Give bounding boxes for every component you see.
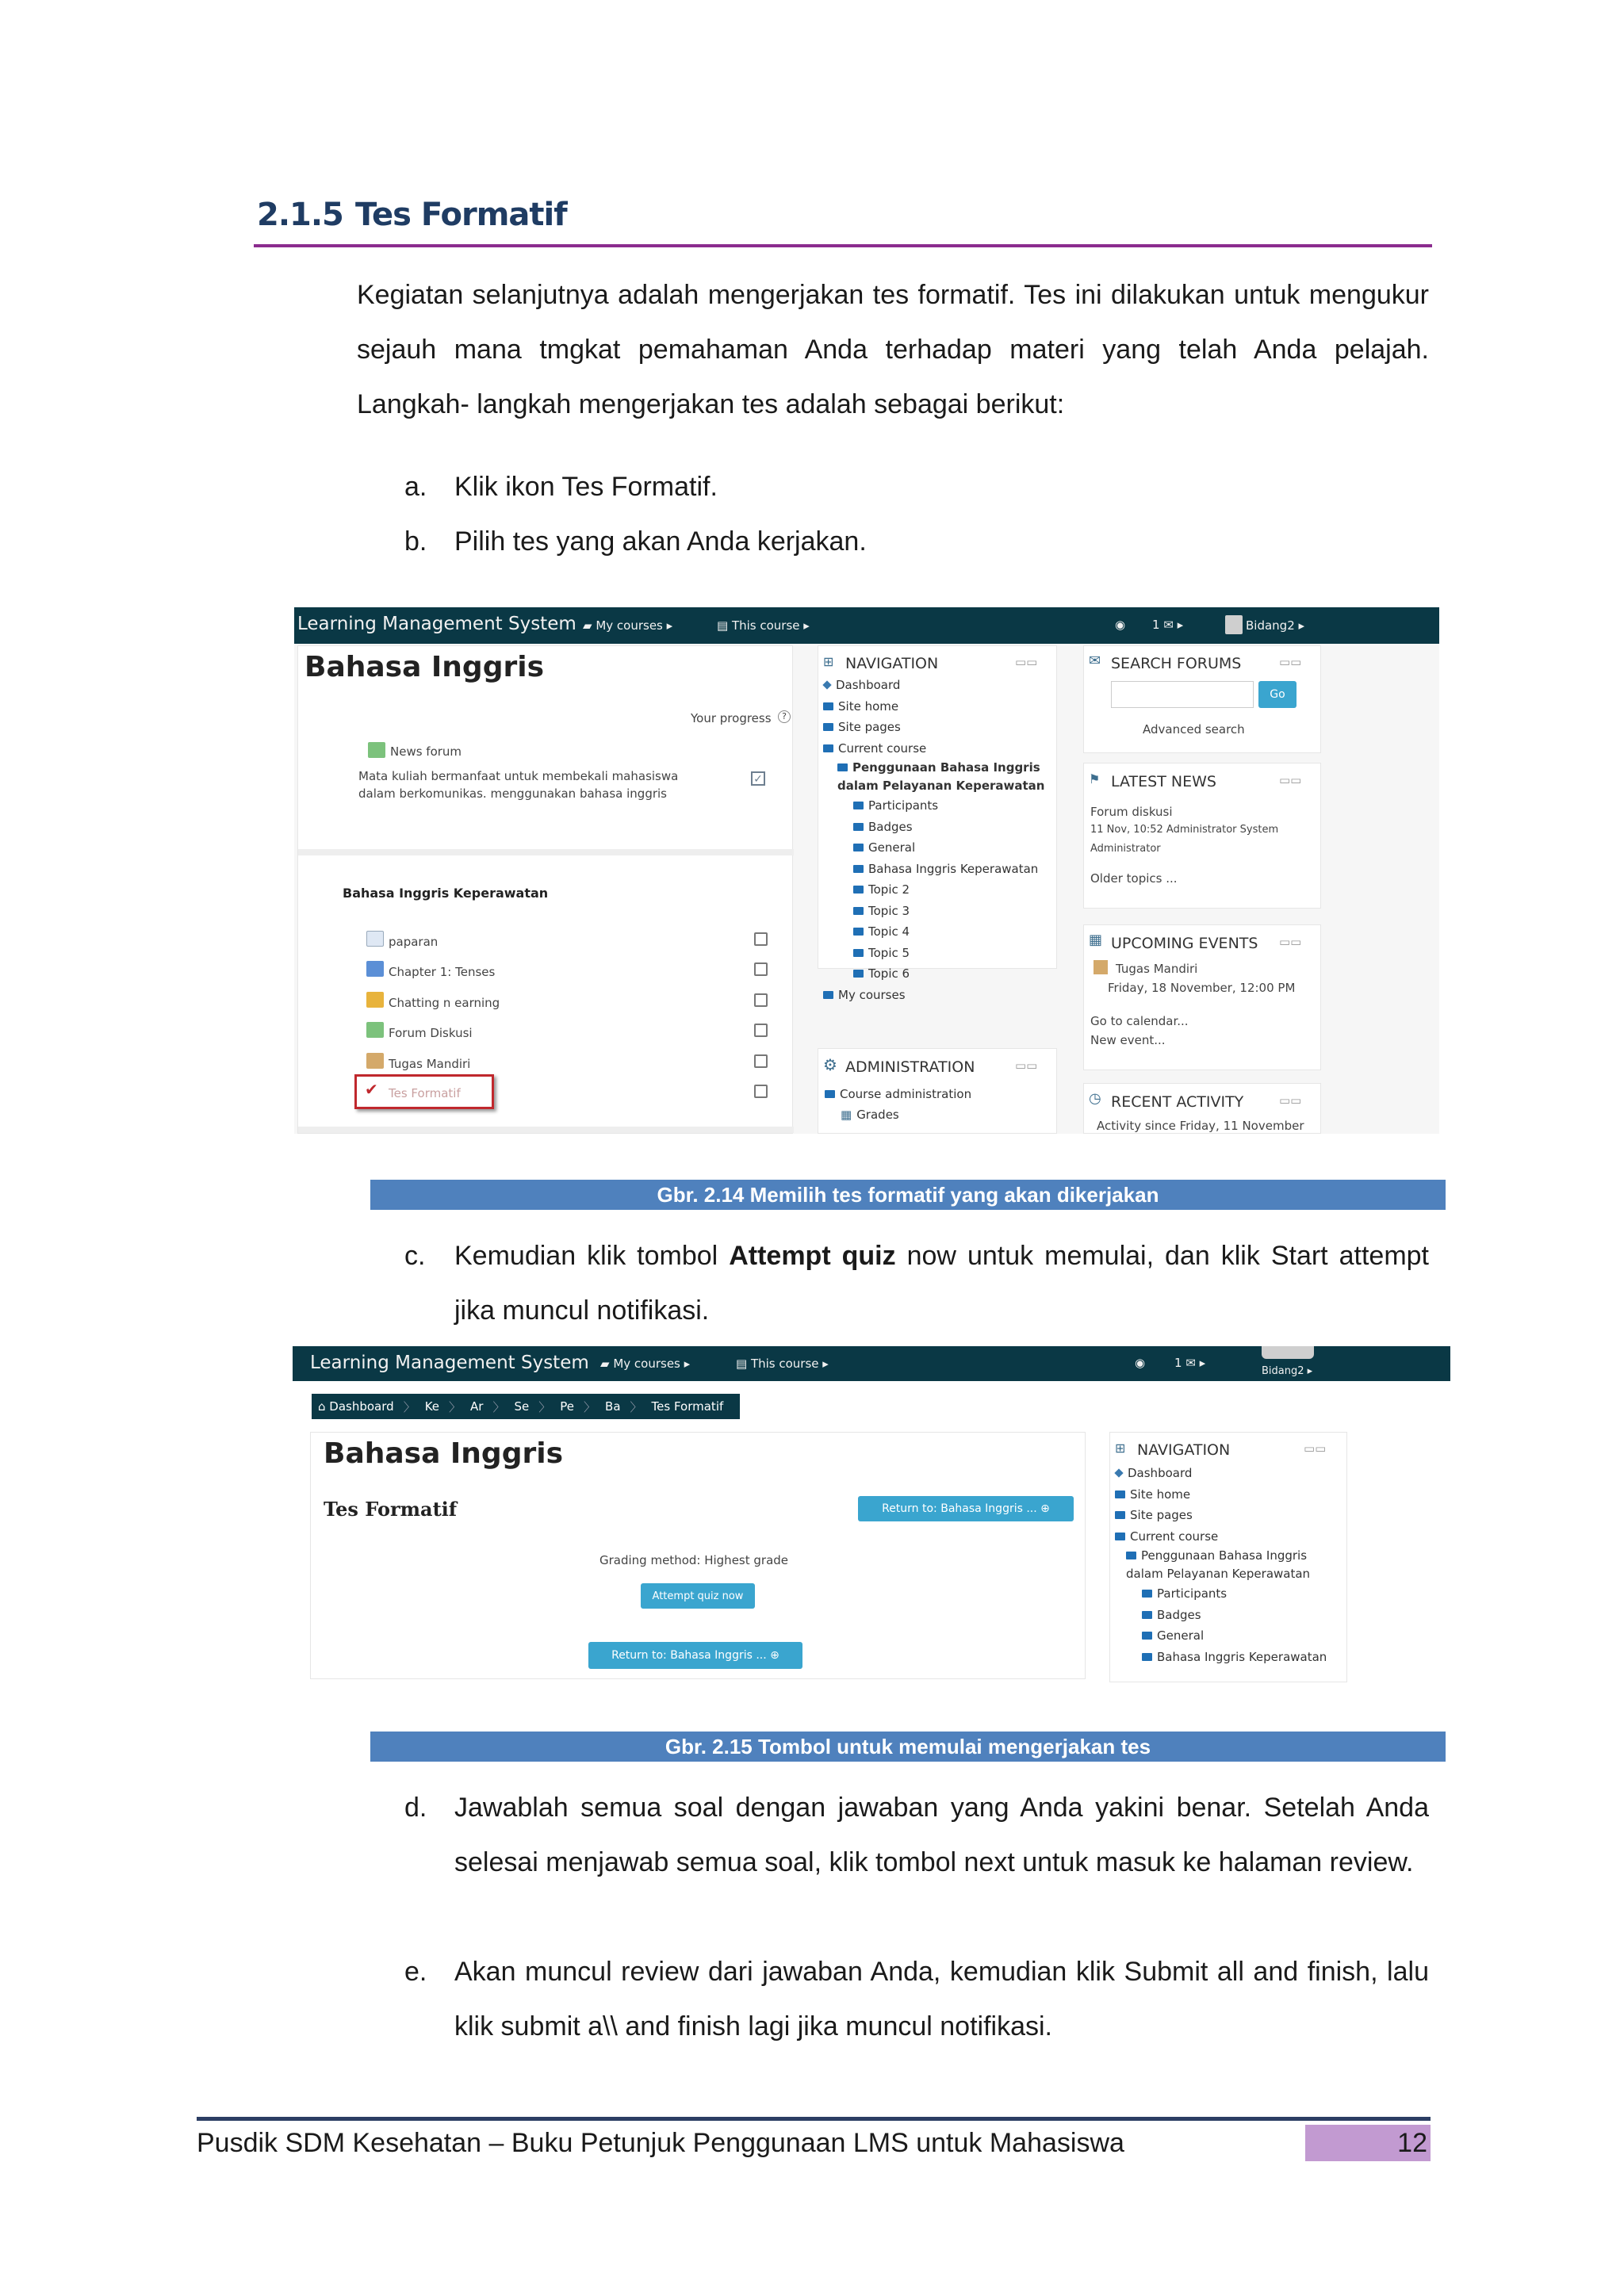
block-controls-icon[interactable]: ▭▭: [1015, 655, 1038, 669]
completion-checkbox[interactable]: [754, 993, 768, 1007]
breadcrumb-separator-icon: 〉: [630, 1399, 642, 1414]
nav-item-course-name-2[interactable]: dalam Pelayanan Keperawatan: [1126, 1567, 1311, 1581]
administration-title: ADMINISTRATION: [845, 1058, 975, 1076]
nav-label: Badges: [868, 819, 913, 834]
completion-checkbox[interactable]: [754, 1054, 768, 1068]
this-course-label: This course ▸: [750, 1357, 829, 1371]
nav-label: Bahasa Inggris Keperawatan: [868, 861, 1039, 876]
completion-checkbox[interactable]: [754, 1024, 768, 1037]
step-e-marker: e.: [404, 1957, 427, 1987]
news-item-author: Administrator: [1090, 843, 1161, 855]
breadcrumb-separator-icon: 〉: [403, 1399, 416, 1414]
step-e-text: Akan muncul review dari jawaban Anda, kemudian klik Submit all and finish, lalu klik submit a\\ and finish lagi jika muncul notifikasi.: [454, 1957, 1429, 2042]
folder-icon: [853, 970, 864, 978]
folder-icon: [823, 744, 833, 752]
step-a-marker: a.: [404, 472, 427, 502]
forum-icon: [366, 1022, 384, 1038]
folder-icon: [853, 907, 864, 915]
block-controls-icon[interactable]: ▭▭: [1279, 773, 1302, 787]
activity-tes-formatif[interactable]: Tes Formatif: [389, 1086, 461, 1100]
go-to-calendar-link[interactable]: Go to calendar...: [1090, 1014, 1189, 1028]
folder-icon: [853, 865, 864, 873]
chat-bubbles-icon: ✉: [1089, 652, 1101, 668]
block-controls-icon[interactable]: ▭▭: [1279, 655, 1302, 669]
search-forums-input[interactable]: [1111, 681, 1254, 708]
nav-label: Topic 5: [868, 945, 910, 960]
breadcrumb-item[interactable]: Ar: [470, 1399, 484, 1414]
breadcrumb-item[interactable]: Pe: [560, 1399, 575, 1414]
step-c-marker: c.: [404, 1241, 426, 1271]
activity-chapter-1[interactable]: Chapter 1: Tenses: [389, 965, 496, 979]
nav-item-keperawatan[interactable]: [1115, 1647, 1346, 1668]
sitemap-icon: ⊞: [823, 656, 834, 669]
quiz-main-panel: [310, 1432, 1086, 1679]
folder-icon: [1115, 1533, 1125, 1540]
nav-item-site-home[interactable]: [1115, 1484, 1346, 1506]
activity-chatting[interactable]: Chatting n earning: [389, 996, 500, 1010]
section-separator: [298, 1127, 794, 1133]
page-number: 12: [1397, 2128, 1427, 2158]
recent-activity-title: RECENT ACTIVITY: [1111, 1093, 1244, 1111]
grades-icon: ▦: [841, 1108, 852, 1122]
folder-icon: [825, 1090, 835, 1098]
recent-activity-since: Activity since Friday, 11 November: [1097, 1119, 1304, 1133]
course-main-panel: [297, 645, 793, 1134]
nav-label: Participants: [1157, 1586, 1228, 1601]
breadcrumb-item[interactable]: Se: [514, 1399, 530, 1414]
folder-icon: [837, 763, 848, 771]
nav-label: Current course: [1130, 1529, 1219, 1544]
grading-method: Grading method: Highest grade: [599, 1553, 789, 1567]
navigation-list: [823, 675, 1061, 1005]
avatar[interactable]: [1225, 615, 1243, 634]
nav-item-dashboard[interactable]: [1115, 1463, 1346, 1484]
nav-item-site-home[interactable]: [823, 696, 1061, 718]
breadcrumb-item[interactable]: Ke: [424, 1399, 440, 1414]
advanced-search-link[interactable]: Advanced search: [1143, 722, 1245, 737]
nav-item-my-courses[interactable]: [823, 985, 1061, 1006]
admin-item-course[interactable]: [825, 1084, 971, 1105]
breadcrumb-separator-icon: 〉: [584, 1399, 596, 1414]
nav-label: My courses: [838, 987, 906, 1002]
my-courses-label: My courses ▸: [613, 1357, 691, 1371]
step-a-text: Klik ikon Tes Formatif.: [454, 472, 718, 502]
news-item-meta: 11 Nov, 10:52 Administrator System: [1090, 824, 1279, 836]
course-summary-line-1: Mata kuliah bermanfaat untuk membekali mahasiswa: [358, 769, 679, 783]
my-courses-menu[interactable]: ▰ My courses ▸: [600, 1357, 691, 1371]
upcoming-events-block: [1083, 924, 1321, 1070]
event-date: Friday, 18 November, 12:00 PM: [1108, 981, 1296, 995]
navigation-block: [818, 645, 1057, 1002]
section-divider: [254, 244, 1432, 247]
nav-label: Topic 6: [868, 966, 910, 981]
folder-icon: [823, 991, 833, 999]
block-controls-icon[interactable]: ▭▭: [1279, 1093, 1302, 1108]
step-d-marker: d.: [404, 1793, 427, 1823]
my-courses-menu[interactable]: ▰ My courses ▸: [583, 618, 673, 633]
folder-icon: [823, 723, 833, 731]
message-count: 1: [1152, 618, 1160, 632]
assignment-icon: [1094, 960, 1108, 974]
step-b-marker: b.: [404, 526, 427, 557]
search-go-button[interactable]: Go: [1258, 681, 1297, 708]
this-course-menu[interactable]: ▤ This course ▸: [717, 618, 810, 633]
avatar[interactable]: [1262, 1346, 1314, 1359]
gear-icon: ⚙: [823, 1057, 837, 1074]
completion-checked-icon[interactable]: ✓: [751, 771, 765, 786]
nav-item-dashboard[interactable]: [823, 675, 1061, 696]
nav-label: Grades: [856, 1108, 899, 1122]
step-d-text: Jawablah semua soal dengan jawaban yang Anda yakini benar. Setelah Anda selesai menjawab semua soal, klik tombol next untuk masuk ke halaman review.: [454, 1793, 1429, 1877]
home-icon: [822, 680, 831, 689]
nav-label: Site home: [1130, 1487, 1191, 1502]
nav-item-participants[interactable]: [1115, 1583, 1346, 1605]
progress-label: Your progress: [691, 711, 772, 725]
nav-label: General: [868, 840, 916, 855]
nav-item-badges[interactable]: [823, 817, 1061, 838]
quiz-title: Tes Formatif: [324, 1498, 458, 1521]
navigation-block: [1109, 1432, 1347, 1682]
folder-icon: [853, 844, 864, 851]
activity-forum-diskusi[interactable]: Forum Diskusi: [389, 1026, 473, 1040]
block-controls-icon[interactable]: ▭▭: [1279, 935, 1302, 949]
course-title: Bahasa Inggris: [304, 651, 544, 683]
figure-1-caption: Gbr. 2.14 Memilih tes formatif yang akan dikerjakan: [370, 1180, 1446, 1210]
latest-news-title: LATEST NEWS: [1111, 773, 1216, 790]
user-menu[interactable]: Bidang2 ▸: [1262, 1365, 1313, 1377]
folder-icon: [1115, 1511, 1125, 1519]
admin-item-grades[interactable]: [841, 1104, 899, 1126]
nav-label: Participants: [868, 798, 939, 813]
messages-menu[interactable]: 1 ✉ ▸: [1174, 1356, 1206, 1370]
lms-topbar: [293, 1346, 1450, 1381]
user-menu[interactable]: Bidang2 ▸: [1246, 618, 1305, 633]
folder-icon: [1126, 1552, 1136, 1559]
nav-item-topic-6[interactable]: [823, 963, 1061, 985]
nav-label: Penggunaan Bahasa Inggris: [1141, 1548, 1308, 1563]
breadcrumb-item[interactable]: Dashboard: [329, 1399, 394, 1414]
assignment-icon: [366, 1053, 384, 1069]
nav-item-course-name-2[interactable]: dalam Pelayanan Keperawatan: [837, 779, 1045, 793]
upcoming-events-title: UPCOMING EVENTS: [1111, 935, 1258, 952]
folder-icon: [1142, 1632, 1152, 1640]
language-icon[interactable]: ◉: [1135, 1356, 1146, 1370]
nav-item-topic-2[interactable]: [823, 879, 1061, 901]
nav-item-general[interactable]: [1115, 1625, 1346, 1647]
nav-item-current-course[interactable]: [823, 738, 1061, 760]
attempt-quiz-button[interactable]: Attempt quiz now: [641, 1583, 755, 1609]
section-title: Tes Formatif: [355, 197, 567, 233]
nav-item-topic-5[interactable]: [823, 943, 1061, 964]
sitemap-icon: ⊞: [1115, 1442, 1126, 1456]
my-courses-label: My courses ▸: [596, 618, 673, 633]
nav-label: Site home: [838, 698, 899, 714]
news-item-title[interactable]: Forum diskusi: [1090, 805, 1173, 819]
return-to-course-button-bottom[interactable]: Return to: Bahasa Inggris ... ⊕: [588, 1642, 802, 1669]
folder-icon: [853, 949, 864, 957]
lms-topbar: [294, 607, 1439, 644]
breadcrumb-separator-icon: 〉: [449, 1399, 462, 1414]
section-number: 2.1.5: [257, 197, 343, 233]
folder-icon: [1142, 1590, 1152, 1598]
nav-label: Topic 3: [868, 903, 910, 918]
nav-item-site-pages[interactable]: [1115, 1505, 1346, 1526]
folder-icon: [853, 802, 864, 809]
breadcrumb: [312, 1394, 740, 1419]
home-icon: [1114, 1468, 1123, 1477]
nav-label: Site pages: [838, 720, 901, 734]
breadcrumb-separator-icon: 〉: [492, 1399, 505, 1414]
step-b-text: Pilih tes yang akan Anda kerjakan.: [454, 526, 867, 557]
messages-menu[interactable]: 1 ✉ ▸: [1152, 618, 1184, 632]
breadcrumb-item[interactable]: Tes Formatif: [651, 1399, 724, 1414]
book-icon: [366, 961, 384, 977]
calendar-icon: ▦: [1089, 932, 1103, 947]
older-topics-link[interactable]: Older topics ...: [1090, 871, 1178, 886]
nav-label: Current course: [838, 740, 927, 756]
nav-item-general[interactable]: [823, 837, 1061, 859]
folder-icon: [823, 702, 833, 710]
folder-icon: [853, 928, 864, 936]
nav-item-current-course[interactable]: [1115, 1526, 1346, 1548]
nav-item-course-name[interactable]: [823, 759, 1061, 777]
footer-divider: [197, 2117, 1431, 2121]
this-course-menu[interactable]: ▤ This course ▸: [736, 1357, 829, 1371]
folder-icon: [853, 886, 864, 894]
lms-brand[interactable]: Learning Management System: [297, 614, 576, 634]
course-summary-line-2: dalam berkomunikas. menggunakan bahasa inggris: [358, 786, 667, 801]
figure-2-caption: Gbr. 2.15 Tombol untuk memulai mengerjakan tes: [370, 1732, 1446, 1762]
footer-text: Pusdik SDM Kesehatan – Buku Petunjuk Penggunaan LMS untuk Mahasiswa: [197, 2128, 1124, 2158]
clock-icon: ◷: [1089, 1090, 1101, 1106]
nav-item-site-pages[interactable]: [823, 717, 1061, 738]
nav-label: General: [1157, 1628, 1205, 1643]
folder-icon: [1115, 1490, 1125, 1498]
nav-item-topic-3[interactable]: [823, 901, 1061, 922]
nav-label: Bahasa Inggris Keperawatan: [1157, 1649, 1327, 1664]
figure-2-screenshot: [293, 1346, 1450, 1687]
navigation-title: NAVIGATION: [845, 655, 939, 672]
nav-label: Dashboard: [836, 678, 901, 692]
navigation-title: NAVIGATION: [1137, 1441, 1231, 1459]
breadcrumb-separator-icon: 〉: [538, 1399, 551, 1414]
nav-label: Topic 2: [868, 882, 910, 897]
navigation-list: [1115, 1463, 1346, 1667]
folder-icon: [1142, 1653, 1152, 1661]
nav-label: Badges: [1157, 1607, 1201, 1622]
intro-paragraph: Kegiatan selanjutnya adalah mengerjakan tes formatif. Tes ini dilakukan untuk mengukur sejauh mana tmgkat pemahaman Anda terhadap materi yang telah Anda pelajah. Langkah- langkah mengerjakan tes adalah sebagai berikut:: [357, 280, 1429, 419]
completion-checkbox[interactable]: [754, 932, 768, 946]
nav-label: Topic 4: [868, 924, 910, 939]
step-c-bold-label: Attempt quiz: [729, 1241, 896, 1271]
nav-item-topic-4[interactable]: [823, 921, 1061, 943]
chat-icon: [366, 992, 384, 1008]
section-separator: [298, 849, 794, 855]
course-title: Bahasa Inggris: [324, 1437, 563, 1470]
forum-icon: [368, 742, 385, 758]
administration-block: [818, 1048, 1057, 1134]
help-icon[interactable]: ?: [778, 710, 791, 723]
completion-checkbox[interactable]: [754, 1085, 768, 1098]
nav-label: Dashboard: [1128, 1466, 1193, 1480]
figure-1-screenshot: [294, 607, 1439, 1134]
file-icon: [366, 931, 384, 947]
folder-icon: [853, 823, 864, 831]
this-course-label: This course ▸: [731, 618, 810, 633]
event-title[interactable]: Tugas Mandiri: [1116, 962, 1198, 976]
section-heading: Bahasa Inggris Keperawatan: [343, 886, 549, 901]
new-event-link[interactable]: New event...: [1090, 1033, 1166, 1047]
flag-icon: ⚑: [1089, 773, 1101, 786]
block-controls-icon[interactable]: ▭▭: [1015, 1058, 1038, 1073]
step-c-text-end: now untuk memulai, dan klik Start attempt jika muncul notifikasi.: [454, 1241, 1430, 1326]
recent-activity-block: [1083, 1083, 1321, 1134]
nav-item-badges[interactable]: [1115, 1605, 1346, 1626]
step-c-text: [454, 1229, 1429, 1338]
activity-tugas-mandiri[interactable]: Tugas Mandiri: [389, 1057, 471, 1071]
completion-checkbox[interactable]: [754, 962, 768, 976]
quiz-icon: ✔: [365, 1081, 378, 1099]
nav-label: Penggunaan Bahasa Inggris: [852, 760, 1040, 775]
latest-news-block: [1083, 763, 1321, 909]
nav-label: Course administration: [840, 1087, 972, 1101]
news-forum-link[interactable]: News forum: [390, 744, 462, 759]
language-icon[interactable]: ◉: [1115, 618, 1126, 632]
breadcrumb-home-icon: ⌂: [318, 1399, 330, 1414]
message-count: 1: [1174, 1356, 1182, 1370]
search-forums-title: SEARCH FORUMS: [1111, 655, 1242, 672]
folder-icon: [1142, 1611, 1152, 1619]
nav-item-keperawatan[interactable]: [823, 859, 1061, 880]
step-c-text-start: Kemudian klik tombol: [454, 1241, 730, 1271]
search-forums-block: [1083, 645, 1321, 753]
return-to-course-button-top[interactable]: Return to: Bahasa Inggris ... ⊕: [858, 1496, 1074, 1521]
nav-item-course-name[interactable]: [1115, 1547, 1346, 1565]
nav-label: Site pages: [1130, 1508, 1193, 1522]
nav-item-participants[interactable]: [823, 795, 1061, 817]
block-controls-icon[interactable]: ▭▭: [1304, 1441, 1327, 1456]
breadcrumb-item[interactable]: Ba: [605, 1399, 621, 1414]
activity-paparan[interactable]: paparan: [389, 935, 439, 949]
lms-brand[interactable]: Learning Management System: [310, 1353, 589, 1373]
